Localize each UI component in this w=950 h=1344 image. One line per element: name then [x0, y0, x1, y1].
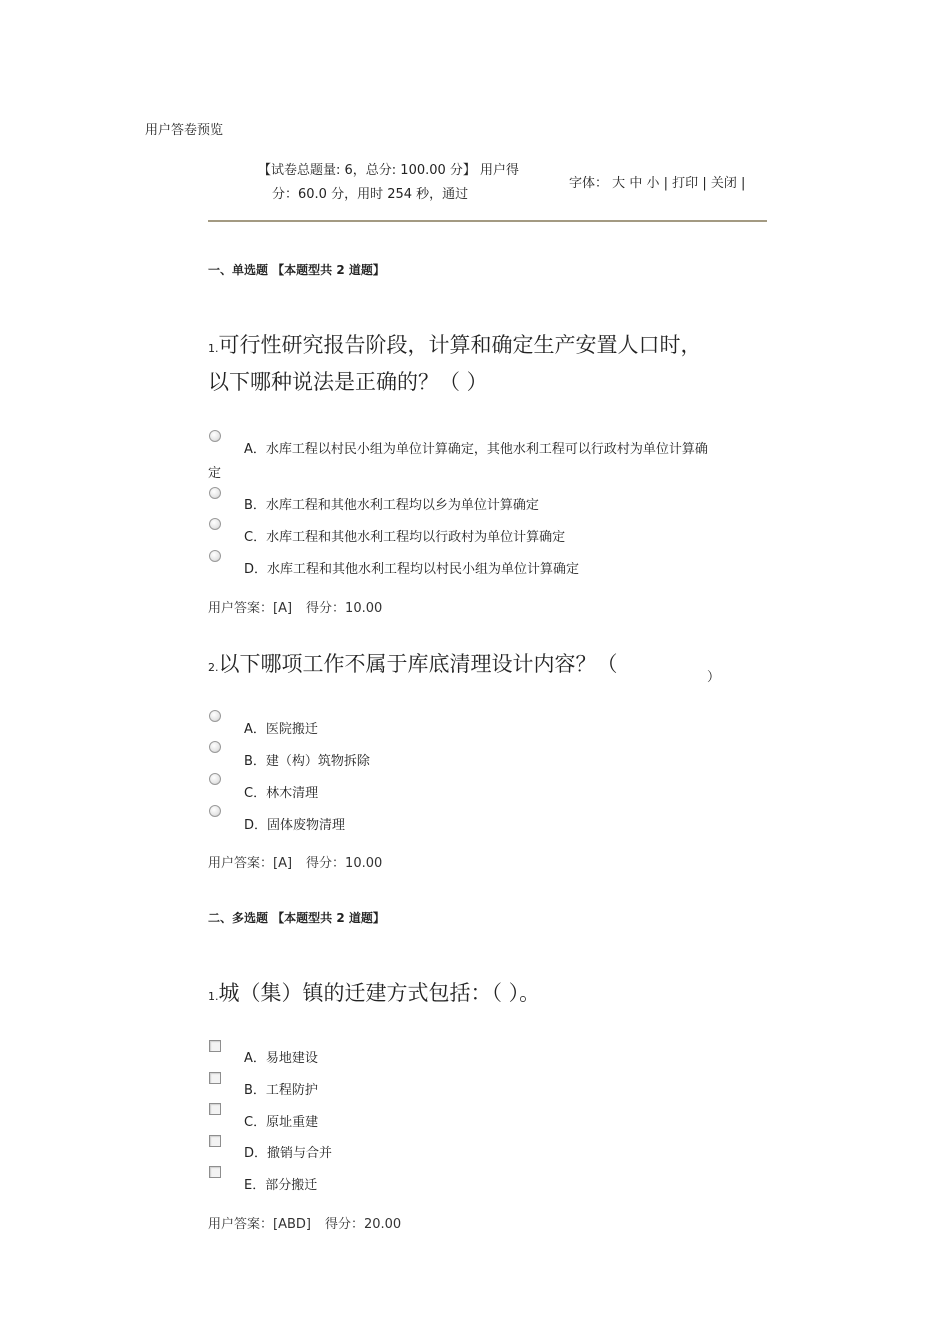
question-line-1: 城（集）镇的迁建方式包括：（ ）。	[218, 981, 541, 1005]
section-title-multiple-choice: 二、多选题 【本题型共 2 道题】	[208, 911, 385, 925]
option-c-label: C．水库工程和其他水利工程均以行政村为单位计算确定	[244, 530, 566, 545]
summary-line-2: 分：60.0 分，用时 254 秒，通过	[272, 187, 469, 202]
user-answer	[208, 1213, 401, 1232]
close-link[interactable]: 关闭	[710, 176, 737, 191]
user-answer	[208, 852, 382, 871]
option-d-label: D．水库工程和其他水利工程均以村民小组为单位计算确定	[244, 562, 580, 577]
option-d-checkbox[interactable]	[209, 1135, 221, 1147]
option-b-label: B．水库工程和其他水利工程均以乡为单位计算确定	[244, 498, 539, 513]
option-a-label: A．医院搬迁	[244, 722, 318, 737]
toolbar-separator: |	[702, 176, 707, 191]
font-small-link[interactable]: 小	[646, 176, 660, 191]
option-e-checkbox[interactable]	[209, 1166, 221, 1178]
section-title-single-choice: 一、单选题 【本题型共 2 道题】	[208, 263, 385, 277]
option-a-label: A．易地建设	[244, 1051, 318, 1066]
score-label: 得分：20.00	[324, 1217, 402, 1232]
question-line-2: 以下哪种说法是正确的？（ ）	[208, 370, 488, 394]
answer-label: 用户答案：[A]	[208, 601, 293, 616]
question-close-paren: ）	[707, 670, 721, 685]
question-number: 2.	[208, 661, 219, 674]
option-a-radio[interactable]	[209, 710, 221, 722]
summary-line-1: 【试卷总题量: 6，总分: 100.00 分】 用户得	[258, 163, 520, 178]
option-c-checkbox[interactable]	[209, 1103, 221, 1115]
option-c-radio[interactable]	[209, 773, 221, 785]
option-d-radio[interactable]	[209, 805, 221, 817]
exam-summary	[258, 159, 548, 207]
question-number: 1.	[208, 342, 219, 355]
answer-label: 用户答案：[ABD]	[208, 1217, 311, 1232]
page-title: 用户答卷预览	[145, 123, 224, 138]
option-b-radio[interactable]	[209, 741, 221, 753]
toolbar-separator: |	[663, 176, 669, 191]
option-a-radio[interactable]	[209, 430, 221, 442]
option-c-radio[interactable]	[209, 518, 221, 530]
font-medium-link[interactable]: 中	[629, 176, 643, 191]
option-c-label: C．原址重建	[244, 1115, 319, 1130]
option-b-radio[interactable]	[209, 487, 221, 499]
option-c-label: C．林木清理	[244, 786, 319, 801]
option-d-label: D．撤销与合并	[244, 1146, 333, 1161]
option-a-label: A．水库工程以村民小组为单位计算确定，其他水利工程可以行政村为单位计算确	[244, 442, 708, 457]
font-large-link[interactable]: 大	[612, 176, 626, 191]
question-text	[208, 329, 702, 359]
score-label: 得分：10.00	[306, 856, 383, 871]
score-label: 得分：10.00	[306, 601, 383, 616]
question-number: 1.	[208, 990, 219, 1003]
option-d-radio[interactable]	[209, 550, 221, 562]
option-b-label: B．建（构）筑物拆除	[244, 754, 370, 769]
question-text	[208, 648, 618, 678]
question-text	[208, 977, 540, 1007]
option-e-label: E．部分搬迁	[244, 1178, 318, 1193]
answer-label: 用户答案：[A]	[208, 856, 293, 871]
question-line-1: 可行性研究报告阶段，计算和确定生产安置人口时，	[218, 333, 702, 357]
question-line-1: 以下哪项工作不属于库底清理设计内容？（	[218, 652, 618, 676]
user-answer	[208, 597, 382, 616]
option-b-checkbox[interactable]	[209, 1072, 221, 1084]
print-link[interactable]: 打印	[672, 176, 699, 191]
toolbar-separator: |	[741, 176, 746, 191]
font-size-label: 字体：	[569, 176, 609, 191]
option-d-label: D．固体废物清理	[244, 818, 346, 833]
option-a-label-continued: 定	[208, 466, 222, 481]
option-a-checkbox[interactable]	[209, 1040, 221, 1052]
option-b-label: B．工程防护	[244, 1083, 318, 1098]
toolbar	[569, 172, 745, 191]
header-divider	[208, 220, 767, 222]
